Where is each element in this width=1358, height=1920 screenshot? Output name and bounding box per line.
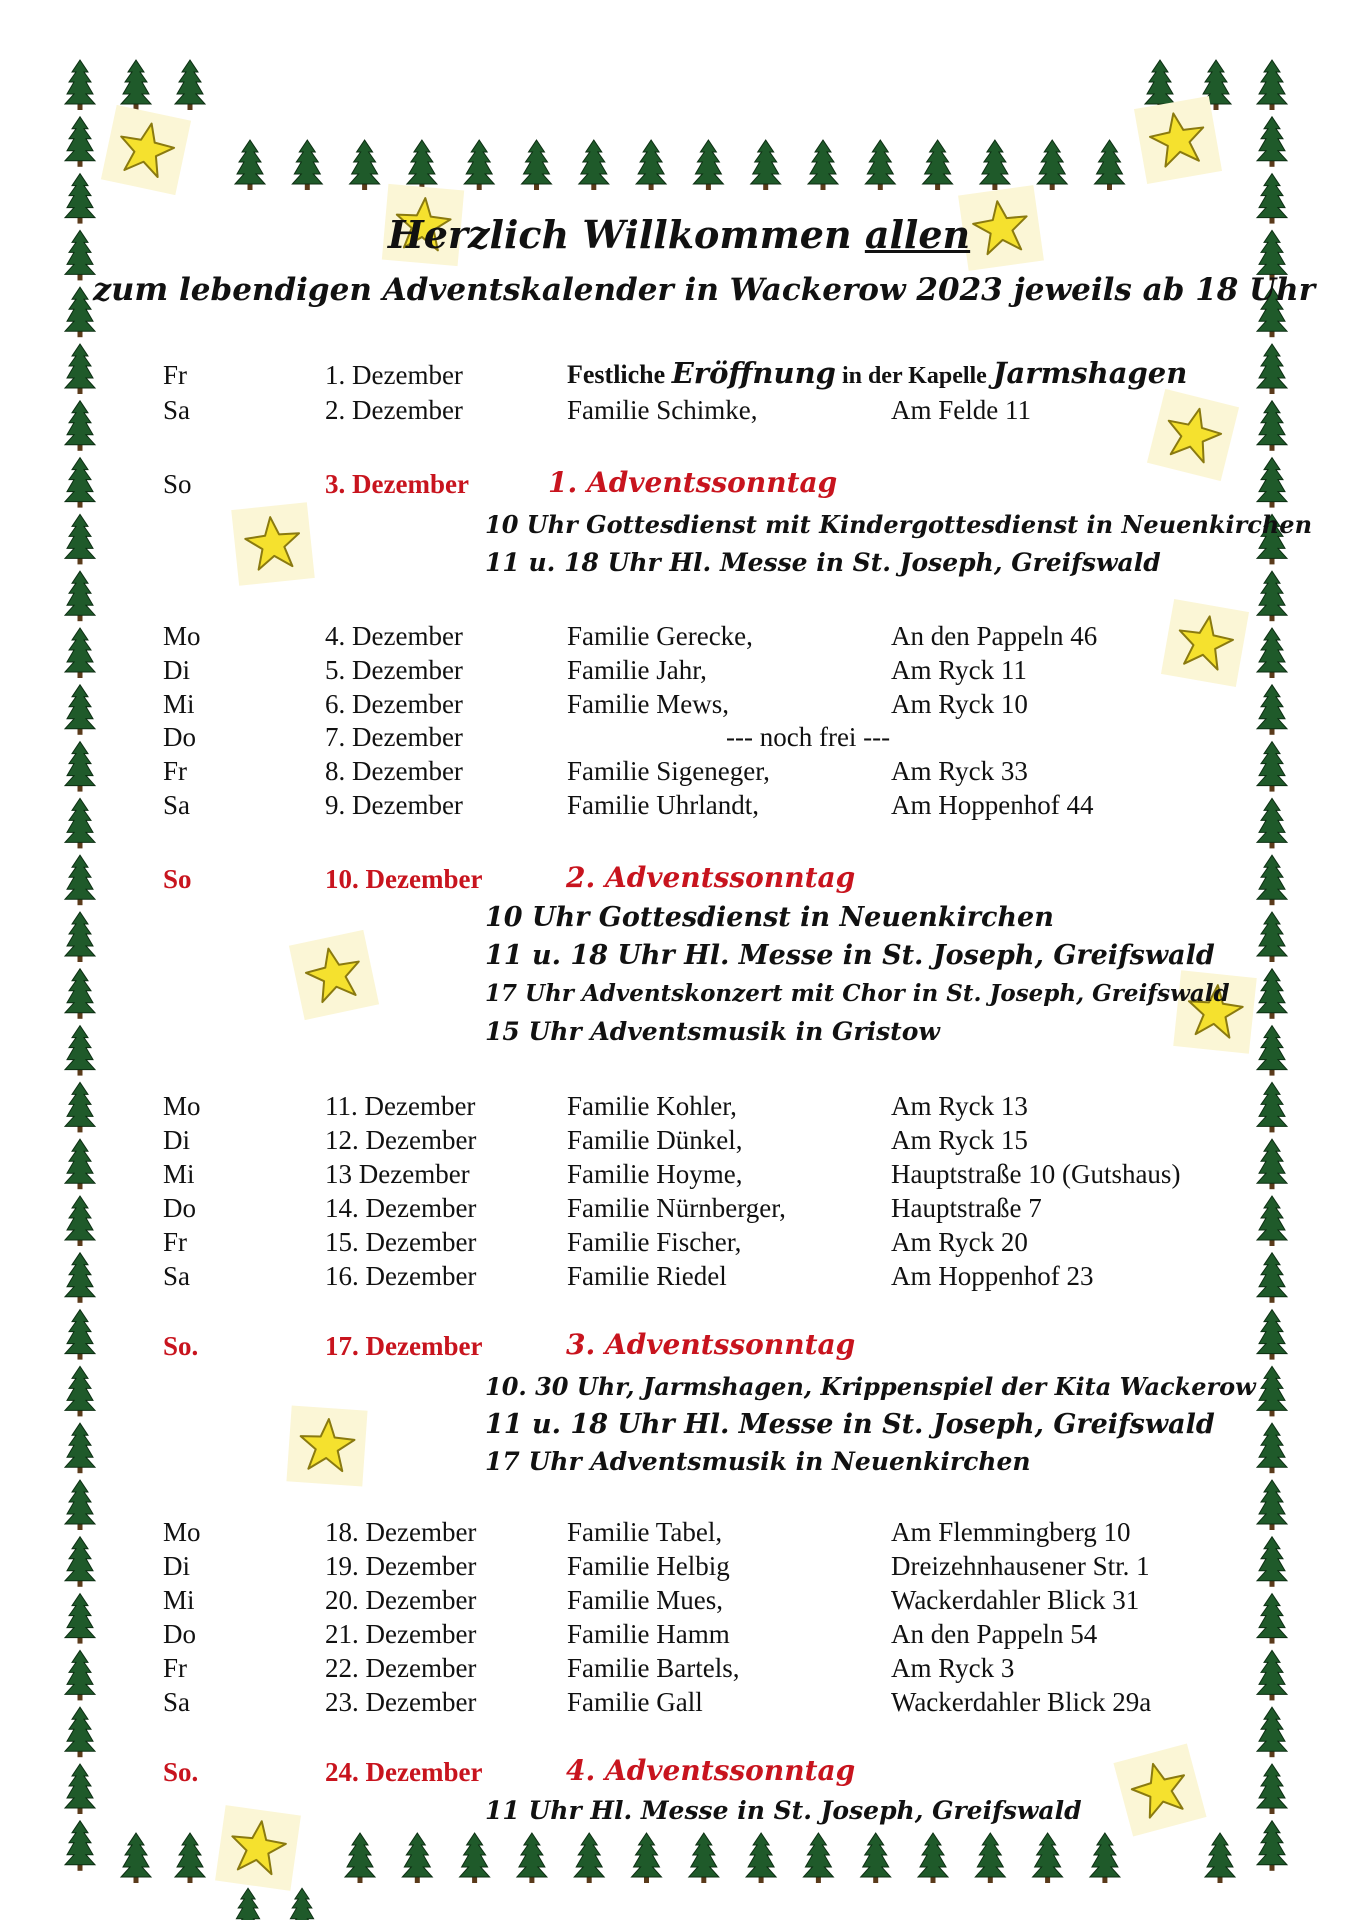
tree-icon xyxy=(65,1366,95,1416)
tree-icon xyxy=(1257,60,1287,110)
sunday-date: 3. Dezember xyxy=(325,469,469,499)
service-line: 10 Uhr Gottesdienst in Neuenkirchen xyxy=(485,902,1054,933)
tree-icon xyxy=(65,571,95,621)
address: Am Ryck 10 xyxy=(891,689,1028,719)
address: Am Hoppenhof 23 xyxy=(891,1261,1094,1291)
family: Familie Tabel, xyxy=(567,1517,723,1547)
family: Familie Mues, xyxy=(567,1585,723,1615)
weekday: So. xyxy=(163,1757,199,1787)
date: 21. Dezember xyxy=(325,1619,477,1649)
address: An den Pappeln 54 xyxy=(891,1619,1098,1649)
tree-icon xyxy=(65,1423,95,1473)
title-underlined-word: allen xyxy=(864,212,971,257)
star-icon xyxy=(215,1805,301,1891)
opening-text-b: Eröffnung xyxy=(671,356,836,390)
service-line: 17 Uhr Adventsmusik in Neuenkirchen xyxy=(485,1447,1031,1476)
weekday: Do xyxy=(163,722,196,752)
tree-icon xyxy=(292,140,322,190)
tree-icon xyxy=(1257,117,1287,167)
tree-icon xyxy=(918,1833,948,1883)
weekday: Do xyxy=(163,1619,196,1649)
date: 18. Dezember xyxy=(325,1517,477,1547)
tree-icon xyxy=(632,1833,662,1883)
date: 13 Dezember xyxy=(325,1159,470,1189)
advent-sunday-title: 2. Adventssonntag xyxy=(566,861,856,894)
tree-icon xyxy=(803,1833,833,1883)
weekday: Fr xyxy=(163,756,188,786)
advent-sunday-title: 3. Adventssonntag xyxy=(566,1328,856,1361)
opening-event xyxy=(567,356,1187,390)
family: Familie Kohler, xyxy=(567,1091,737,1121)
star-icon xyxy=(231,502,315,586)
family: Familie Sigeneger, xyxy=(567,756,770,786)
weekday: Sa xyxy=(163,395,190,425)
date: 14. Dezember xyxy=(325,1193,477,1223)
family: Familie Nürnberger, xyxy=(567,1193,786,1223)
date: 1. Dezember xyxy=(325,360,463,390)
service-line: 10 Uhr Gottesdienst mit Kindergottesdienst in Neuenkirchen xyxy=(485,510,1313,539)
tree-icon xyxy=(121,1833,151,1883)
date: 19. Dezember xyxy=(325,1551,477,1581)
tree-icon xyxy=(923,140,953,190)
date: 15. Dezember xyxy=(325,1227,477,1257)
weekday: So xyxy=(163,864,192,894)
date: 8. Dezember xyxy=(325,756,463,786)
calendar-row xyxy=(0,1193,1358,1227)
calendar-row xyxy=(0,722,1358,756)
calendar-row xyxy=(0,621,1358,655)
service-line: 11 u. 18 Uhr Hl. Messe in St. Joseph, Greifswald xyxy=(485,940,1215,971)
tree-icon xyxy=(1257,571,1287,621)
subtitle-lead: zum xyxy=(92,270,169,308)
tree-icon xyxy=(1257,1026,1287,1076)
address: Am Hoppenhof 44 xyxy=(891,790,1094,820)
star-icon xyxy=(286,1405,367,1486)
address: Hauptstraße 7 xyxy=(891,1193,1042,1223)
free-slot: --- noch frei --- xyxy=(726,722,891,752)
address: Am Ryck 33 xyxy=(891,756,1028,786)
calendar-row xyxy=(0,1227,1358,1261)
service-line: 11 u. 18 Uhr Hl. Messe in St. Joseph, Greifswald xyxy=(485,548,1161,577)
tree-icon xyxy=(636,140,666,190)
tree-icon xyxy=(65,60,95,110)
weekday: Mi xyxy=(163,1585,195,1615)
calendar-row xyxy=(0,1619,1358,1653)
tree-icon xyxy=(865,140,895,190)
weekday: Fr xyxy=(163,360,188,390)
tree-icon xyxy=(808,140,838,190)
tree-icon xyxy=(65,117,95,167)
address: Am Ryck 20 xyxy=(891,1227,1028,1257)
sunday-date: 10. Dezember xyxy=(325,864,483,894)
tree-icon xyxy=(579,140,609,190)
weekday: So. xyxy=(163,1331,199,1361)
weekday: Di xyxy=(163,655,190,685)
calendar-row xyxy=(0,790,1358,824)
family: Familie Hoyme, xyxy=(567,1159,743,1189)
address: Am Ryck 13 xyxy=(891,1091,1028,1121)
page-title xyxy=(0,212,1358,257)
tree-icon xyxy=(980,140,1010,190)
tree-icon xyxy=(751,140,781,190)
tree-icon xyxy=(1257,912,1287,962)
sunday-row-3 xyxy=(0,1328,1358,1365)
sunday-date: 24. Dezember xyxy=(325,1757,483,1787)
service-line: 17 Uhr Adventskonzert mit Chor in St. Joseph, Greifswald xyxy=(485,980,1230,1007)
tree-icon xyxy=(65,1821,95,1871)
date: 2. Dezember xyxy=(325,395,463,425)
calendar-row xyxy=(0,689,1358,723)
opening-text-c: in der Kapelle xyxy=(835,363,993,389)
address: Am Felde 11 xyxy=(891,395,1031,425)
tree-icon xyxy=(350,140,380,190)
tree-icon xyxy=(574,1833,604,1883)
weekday: Sa xyxy=(163,790,190,820)
tree-icon xyxy=(65,1026,95,1076)
address: An den Pappeln 46 xyxy=(891,621,1098,651)
calendar-row xyxy=(0,1125,1358,1159)
calendar-row xyxy=(0,395,1358,429)
calendar-row xyxy=(0,1517,1358,1551)
calendar-row xyxy=(0,1653,1358,1687)
service-line: 10. 30 Uhr, Jarmshagen, Krippenspiel der Kita Wackerow xyxy=(485,1372,1256,1401)
calendar-row xyxy=(0,756,1358,790)
service-line: 15 Uhr Adventsmusik in Gristow xyxy=(485,1017,940,1046)
tree-icon xyxy=(1205,1833,1235,1883)
tree-icon xyxy=(1095,140,1125,190)
tree-icon xyxy=(522,140,552,190)
tree-icon xyxy=(1257,1423,1287,1473)
address: Hauptstraße 10 (Gutshaus) xyxy=(891,1159,1181,1189)
weekday: Mi xyxy=(163,1159,195,1189)
family: Familie Riedel xyxy=(567,1261,727,1291)
date: 22. Dezember xyxy=(325,1653,477,1683)
family: Familie Fischer, xyxy=(567,1227,742,1257)
address: Am Flemmingberg 10 xyxy=(891,1517,1131,1547)
tree-icon xyxy=(1257,1821,1287,1871)
tree-icon xyxy=(1033,1833,1063,1883)
calendar-row xyxy=(0,655,1358,689)
tree-icon xyxy=(1037,140,1067,190)
address: Am Ryck 3 xyxy=(891,1653,1015,1683)
family: Familie Bartels, xyxy=(567,1653,740,1683)
title-text: Herzlich Willkommen xyxy=(387,212,865,257)
family: Familie Gerecke, xyxy=(567,621,753,651)
tree-icon xyxy=(65,969,95,1019)
tree-icon xyxy=(407,140,437,190)
address: Dreizehnhausener Str. 1 xyxy=(891,1551,1150,1581)
tree-icon xyxy=(1257,1366,1287,1416)
family: Familie Mews, xyxy=(567,689,729,719)
calendar-row xyxy=(0,1687,1358,1721)
tree-icon xyxy=(975,1833,1005,1883)
family: Familie Gall xyxy=(567,1687,703,1717)
tree-icon xyxy=(235,1888,262,1920)
star-icon xyxy=(101,105,191,195)
tree-icon xyxy=(1257,969,1287,1019)
tree-icon xyxy=(65,912,95,962)
weekday: Mo xyxy=(163,1517,201,1547)
date: 4. Dezember xyxy=(325,621,463,651)
tree-icon xyxy=(289,1888,316,1920)
weekday: Sa xyxy=(163,1261,190,1291)
tree-icon xyxy=(1145,60,1175,110)
star-icon xyxy=(1134,96,1222,184)
calendar-row-opening xyxy=(0,356,1358,394)
weekday: Di xyxy=(163,1551,190,1581)
date: 23. Dezember xyxy=(325,1687,477,1717)
advent-sunday-title: 1. Adventssonntag xyxy=(548,466,838,499)
date: 16. Dezember xyxy=(325,1261,477,1291)
date: 6. Dezember xyxy=(325,689,463,719)
calendar-row xyxy=(0,1091,1358,1125)
tree-icon xyxy=(402,1833,432,1883)
date: 11. Dezember xyxy=(325,1091,476,1121)
family: Familie Uhrlandt, xyxy=(567,790,759,820)
tree-icon xyxy=(460,1833,490,1883)
subtitle-text: lebendigen Adventskalender in Wackerow 2023 jeweils ab 18 Uhr xyxy=(168,272,1316,308)
service-line: 11 u. 18 Uhr Hl. Messe in St. Joseph, Greifswald xyxy=(485,1409,1215,1440)
opening-text-a: Festliche xyxy=(567,360,672,389)
tree-icon xyxy=(175,60,205,110)
sunday-date: 17. Dezember xyxy=(325,1331,483,1361)
calendar-row xyxy=(0,1159,1358,1193)
sunday-row-2 xyxy=(0,861,1358,898)
opening-text-d: Jarmshagen xyxy=(992,356,1188,390)
tree-icon xyxy=(746,1833,776,1883)
address: Wackerdahler Blick 31 xyxy=(891,1585,1140,1615)
tree-icon xyxy=(464,140,494,190)
tree-icon xyxy=(517,1833,547,1883)
advent-sunday-title: 4. Adventssonntag xyxy=(566,1754,856,1787)
family: Familie Schimke, xyxy=(567,395,758,425)
date: 12. Dezember xyxy=(325,1125,477,1155)
tree-icon xyxy=(861,1833,891,1883)
weekday: So xyxy=(163,469,192,499)
weekday: Fr xyxy=(163,1227,188,1257)
date: 20. Dezember xyxy=(325,1585,477,1615)
tree-icon xyxy=(121,60,151,110)
sunday-row-4 xyxy=(0,1754,1358,1791)
address: Wackerdahler Blick 29a xyxy=(891,1687,1152,1717)
address: Am Ryck 11 xyxy=(891,655,1027,685)
weekday: Mo xyxy=(163,621,201,651)
date: 9. Dezember xyxy=(325,790,463,820)
tree-icon xyxy=(175,1833,205,1883)
weekday: Sa xyxy=(163,1687,190,1717)
family: Familie Helbig xyxy=(567,1551,730,1581)
page-subtitle xyxy=(25,270,1358,308)
family: Familie Dünkel, xyxy=(567,1125,743,1155)
tree-icon xyxy=(689,1833,719,1883)
family: Familie Jahr, xyxy=(567,655,707,685)
tree-icon xyxy=(345,1833,375,1883)
date: 5. Dezember xyxy=(325,655,463,685)
weekday: Mi xyxy=(163,689,195,719)
address: Am Ryck 15 xyxy=(891,1125,1028,1155)
weekday: Fr xyxy=(163,1653,188,1683)
calendar-row xyxy=(0,1585,1358,1619)
weekday: Mo xyxy=(163,1091,201,1121)
service-line: 11 Uhr Hl. Messe in St. Joseph, Greifswald xyxy=(485,1796,1082,1825)
tree-icon xyxy=(65,514,95,564)
tree-icon xyxy=(235,140,265,190)
sunday-row-1 xyxy=(0,466,1358,503)
weekday: Di xyxy=(163,1125,190,1155)
tree-icon xyxy=(1090,1833,1120,1883)
calendar-row xyxy=(0,1551,1358,1585)
calendar-row xyxy=(0,1261,1358,1295)
tree-icon xyxy=(693,140,723,190)
date: 7. Dezember xyxy=(325,722,463,752)
star-icon xyxy=(289,930,379,1020)
family: Familie Hamm xyxy=(567,1619,730,1649)
weekday: Do xyxy=(163,1193,196,1223)
